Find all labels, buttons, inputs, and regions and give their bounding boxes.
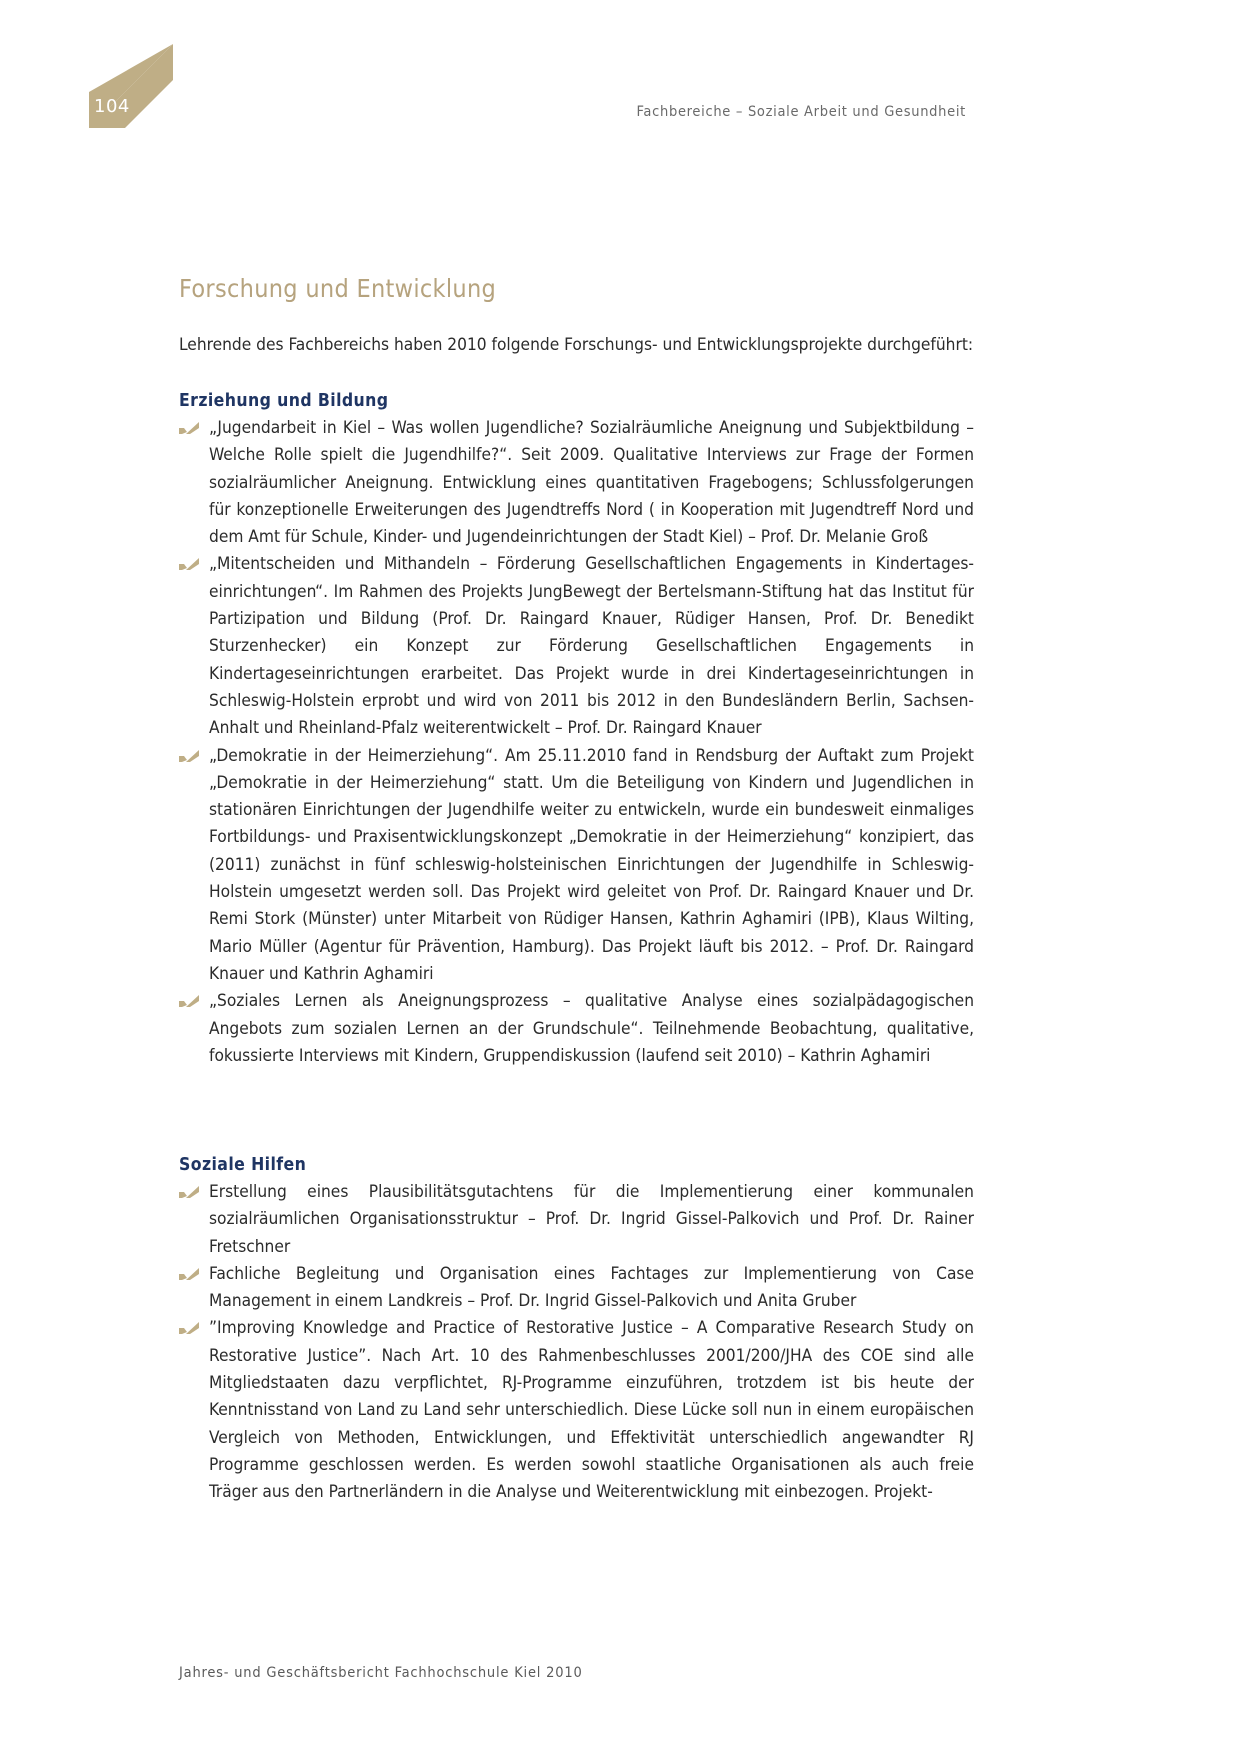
list-item [179, 743, 974, 989]
list-item [179, 1179, 974, 1261]
page-footer: Jahres- und Geschäftsbericht Fachhochschule Kiel 2010 [179, 1665, 583, 1681]
project-list [179, 1179, 974, 1507]
running-header: Fachbereiche – Soziale Arbeit und Gesundheit [636, 104, 966, 120]
list-item [179, 551, 974, 742]
check-bullet-icon [179, 421, 199, 435]
list-item-text: Erstellung eines Plausibilitätsgutachtens für die Implementierung einer kommunalen sozialräumlichen Organisationsstruktur – Prof. Dr. Ingrid Gissel-Palkovich und Prof. Dr. Rainer Fretschner [209, 1182, 974, 1257]
subsection-heading: Erziehung und Bildung [179, 391, 389, 411]
check-bullet-icon [179, 1267, 199, 1281]
list-item [179, 1261, 974, 1316]
list-item-text: „Jugendarbeit in Kiel – Was wollen Jugendliche? Sozialräumliche Aneignung und Subjektbildung – Welche Rolle spielt die Jugendhilfe?“. Seit 2009. Qualitative Interviews zur Frage der Formen sozialräumlicher Aneignung. Entwicklung eines quantitativen Fragebogens; Schlussfolgerungen für konzeptionelle Erweiterungen des Jugendtreffs Nord ( in Kooperation mit Jugendtreff Nord und dem Amt für Schule, Kinder- und Jugendeinrichtungen der Stadt Kiel) – Prof. Dr. Melanie Groß [209, 418, 974, 548]
check-bullet-icon [179, 749, 199, 763]
list-item-text: „Mitentscheiden und Mithandeln – Förderung Gesellschaftlichen Engagements in Kindertageseinrichtungen“. Im Rahmen des Projekts JungBewegt der Bertelsmann-Stiftung hat das Institut für Partizipation und Bildung (Prof. Dr. Raingard Knauer, Rüdiger Hansen, Prof. Dr. Benedikt Sturzenhecker) ein Konzept zur Förderung Gesellschaftlichen Engagements in Kindertageseinrichtungen erarbeitet. Das Projekt wurde in drei Kindertageseinrichtungen in Schleswig-Holstein erprobt und wird von 2011 bis 2012 in den Bundesländern Berlin, Sachsen-Anhalt und Rheinland-Pfalz weiterentwickelt – Prof. Dr. Raingard Knauer [209, 554, 974, 739]
intro-text: Lehrende des Fachbereichs haben 2010 folgende Forschungs- und Entwicklungsprojekte durchgeführt: [179, 335, 974, 355]
section-title: Forschung und Entwicklung [179, 274, 497, 303]
list-item-text: ”Improving Knowledge and Practice of Restorative Justice – A Comparative Research Study on Restorative Justice”. Nach Art. 10 des Rahmenbeschlusses 2001/200/JHA des COE sind alle Mitgliedstaaten dazu verpflichtet, RJ-Programme einzuführen, trotzdem ist bis heute der Kenntnisstand von Land zu Land sehr unterschiedlich. Diese Lücke soll nun in einem europäischen Vergleich von Methoden, Entwicklungen, und Effektivität unterschiedlich angewandter RJ Programme geschlossen werden. Es werden sowohl staatliche Organisationen als auch freie Träger aus den Partnerländern in die Analyse und Weiterentwicklung mit einbezogen. Projekt- [209, 1318, 974, 1503]
check-bullet-icon [179, 1321, 199, 1335]
list-item [179, 988, 974, 1070]
list-item-text: Fachliche Begleitung und Organisation eines Fachtages zur Implementierung von Case Management in einem Landkreis – Prof. Dr. Ingrid Gissel-Palkovich und Anita Gruber [209, 1263, 974, 1312]
check-bullet-icon [179, 1185, 199, 1199]
subsection-heading: Soziale Hilfen [179, 1155, 307, 1175]
subsection-soziale-hilfen [179, 1151, 974, 1507]
subsection-erziehung-bildung [179, 387, 974, 1070]
list-item [179, 1315, 974, 1506]
check-bullet-icon [179, 557, 199, 571]
list-item-text: „Demokratie in der Heimerziehung“. Am 25.11.2010 fand in Rendsburg der Auftakt zum Projekt „Demokratie in der Heimerziehung“ statt. Um die Beteiligung von Kindern und Jugendlichen in stationären Einrichtungen der Jugendhilfe weiter zu entwickeln, wurde ein bundesweit einmaliges Fortbildungs- und Praxisentwicklungskonzept „Demokratie in der Heimerziehung“ konzipiert, das (2011) zunächst in fünf schleswig-holsteinischen Einrichtungen der Jugendhilfe in Schleswig-Holstein umgesetzt werden soll. Das Projekt wird geleitet von Prof. Dr. Raingard Knauer und Dr. Remi Stork (Münster) unter Mitarbeit von Rüdiger Hansen, Kathrin Aghamiri (IPB), Klaus Wilting, Mario Müller (Agentur für Prävention, Hamburg). Das Projekt läuft bis 2012. – Prof. Dr. Raingard Knauer und Kathrin Aghamiri [209, 745, 974, 984]
project-list [179, 415, 974, 1070]
page-number: 104 [94, 96, 130, 117]
list-item [179, 415, 974, 551]
check-bullet-icon [179, 994, 199, 1008]
list-item-text: „Soziales Lernen als Aneignungsprozess – qualitative Analyse eines sozialpädagogischen Angebots zum sozialen Lernen an der Grundschule“. Teilnehmende Beobachtung, qualitative, fokussierte Interviews mit Kindern, Gruppendiskussion (laufend seit 2010) – Kathrin Aghamiri [209, 991, 974, 1066]
